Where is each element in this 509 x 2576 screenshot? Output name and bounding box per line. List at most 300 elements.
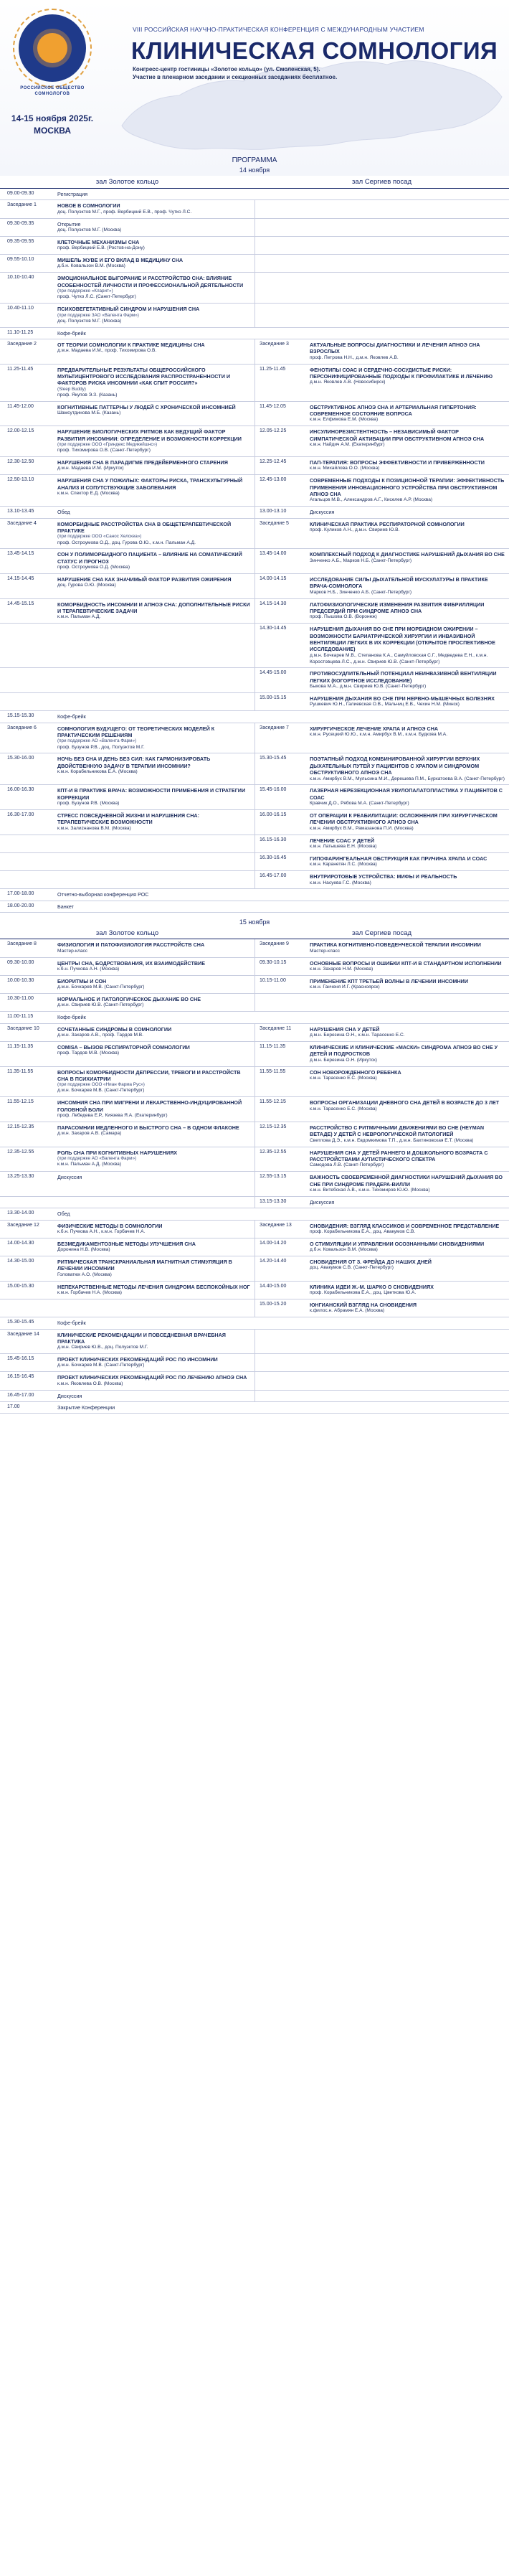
session-content [57,960,252,973]
table-row [0,1391,509,1402]
session-cell [255,426,509,456]
session-time: 14.30-14.45 [260,626,287,631]
session-speaker: проф. Якупов Э.З. (Казань) [57,392,118,398]
hall-headers [0,176,509,189]
table-row [0,549,509,574]
session-content [310,626,506,665]
session-time: 16.15-16.45 [7,1374,34,1380]
session-title: НЕПЕКАРСТВЕННЫЕ МЕТОДЫ ЛЕЧЕНИЯ СИНДРОМА БЕСПОКОЙНЫХ НОГ [57,1283,250,1290]
session-title: ОБСТРУКТИВНОЕ АПНОЭ СНА И АРТЕРИАЛЬНАЯ ГИПЕРТОНИЯ: СОВРЕМЕННОЕ СОСТОЯНИЕ ВОПРОСА [310,403,477,418]
table-row [0,1122,509,1147]
session-content [310,1223,506,1236]
session-content [310,941,506,954]
table-row [0,668,509,693]
session-title: СОН У ПОЛИМОРБИДНОГО ПАЦИЕНТА – ВЛИЯНИЕ НА СОМАТИЧЕСКИЙ СТАТУС И ПРОГНОЗ [57,551,242,565]
session-speaker: Доронина Н.В. (Москва) [57,1247,110,1253]
session-cell [0,1097,255,1122]
session-cell [255,237,509,254]
session-speaker: Мастер-класс [310,948,341,954]
header [0,0,509,176]
session-title: ЭМОЦИОНАЛЬНОЕ ВЫГОРАНИЕ И РАССТРОЙСТВО СНА: ВЛИЯНИЕ ОСОБЕННОСТЕЙ ЛИЧНОСТИ И ПРОФЕССИОНАЛЬНОЙ ДЕЯТЕЛЬНОСТИ [57,275,244,288]
session-title: COMISA – ВЫЗОВ РЕСПИРАТОРНОЙ СОМНОЛОГИИ [57,1043,190,1050]
session-time: 11.25-11.45 [7,366,34,372]
session-title: СОМНОЛОГИЯ БУДУЩЕГО: ОТ ТЕОРЕТИЧЕСКИХ МОДЕЛЕЙ К ПРАКТИЧЕСКИМ РЕШЕНИЯМ [57,725,215,739]
session-speaker: проф. Вербицкий Е.В. (Ростов-на-Дону) [57,245,145,251]
session-speaker: Агальцов М.В., Александров А.Г., Киселев А.Р. (Москва) [310,497,433,503]
session-time: 12.25-12.45 [260,459,287,465]
session-cell [255,273,509,303]
table-row [0,753,509,785]
session-content [57,756,252,782]
session-speaker: к.м.н. Витебская А.В., к.м.н. Тихомиров Ю.Ю. (Москва) [310,1187,430,1193]
session-title: НАРУШЕНИЯ СНА У ПОЖИЛЫХ: ФАКТОРЫ РИСКА, ТРАНСКУЛЬТУРНЫЙ АНАЛИЗ И СОПУТСТВУЮЩИЕ ЗАБОЛЕВАНИЯ [57,477,243,491]
session-cell [255,1097,509,1122]
session-time: 10.10-10.40 [7,275,34,281]
session-speaker: к.м.н. Залиzнанова В.М. (Москва) [57,825,131,831]
session-cell [0,328,509,339]
table-row [0,200,509,218]
session-cell [255,1122,509,1147]
session-cell [255,255,509,272]
table-row [0,901,509,913]
session-cell [0,426,255,456]
society-logo [10,7,95,115]
session-cell [255,871,509,888]
table-row [0,1024,509,1042]
table-row [0,1282,509,1299]
session-speaker: проф. Пышова О.В. (Воронеж) [310,614,377,620]
session-time: 13.15-13.30 [260,1198,287,1204]
session-time: 11.55-11.55 [260,1068,286,1074]
session-cell [255,475,509,506]
table-row [0,273,509,304]
table-row [0,693,509,711]
session-speaker: д.м.н. Мадаева И.М. (Иркутск) [57,466,124,471]
session-cell [0,599,255,624]
session-cell [0,519,255,549]
session-time: 16.30-16.45 [260,855,287,860]
session-speaker: к.м.н. Тарасенко Е.С. (Москва) [310,1075,377,1081]
session-time: 11.25-11.45 [260,366,286,372]
session-time: 15.00-15.20 [260,1301,287,1307]
session-time: 12.45-13.00 [260,477,287,483]
session-time: 15.45-16.00 [260,787,287,793]
session-content [310,367,506,399]
session-speaker: к.м.н. Захаров Н.М. (Москва) [310,966,374,972]
session-content [57,1026,252,1039]
session-speaker: д.м.н. Березина О.Н. (Иркутск) [310,1057,377,1063]
session-speaker: Самодова Л.В. (Санкт-Петербург) [310,1162,384,1168]
conference-venue: Конгресс-центр гостиницы «Золотое кольцо» (ул. Смоленская, 5). [133,66,320,72]
table-row [0,1097,509,1122]
session-content [310,576,506,596]
session-title: ВНУТРИРОТОВЫЕ УСТРОЙСТВА: МИФЫ И РЕАЛЬНОСТЬ [310,873,457,880]
session-content [310,404,506,424]
session-speaker: проф. Чутко Л.С. (Санкт-Петербург) [57,294,136,300]
session-content [310,509,506,515]
session-cell [255,1172,509,1196]
session-title: НОВОЕ В СОМНОЛОГИИ [57,202,120,210]
session-title: Банкет [57,903,74,910]
session-speaker: Головатюк А.О. (Москва) [57,1271,112,1277]
session-content [57,191,506,197]
session-title: РОЛЬ СНА ПРИ КОГНИТИВНЫХ НАРУШЕНИЯХ [57,1149,178,1156]
session-title: ПРОЕКТ КЛИНИЧЕСКИХ РЕКОМЕНДАЦИЙ РОС ПО ИНСОМНИИ [57,1356,218,1363]
session-content [57,1284,252,1297]
table-row [0,1317,509,1329]
session-content [57,601,252,621]
session-speaker: проф. Петрова Н.Н., д.м.н. Яковлев А.В. [310,354,399,360]
session-content [310,837,506,850]
session-time: 12.35-12.55 [7,1149,34,1155]
session-speaker: к.б.н. Пучкова А.Н., к.м.н. Горбачев Н.А. [57,1228,146,1234]
session-time: Заседание 5 [260,520,289,526]
session-time: 14.15-14.30 [260,601,287,606]
session-content [57,1211,506,1217]
table-row [0,889,509,901]
session-cell [255,574,509,598]
session-title: НАРУШЕНИЕ БИОЛОГИЧЕСКИХ РИТМОВ КАК ВЕДУЩИЙ ФАКТОР РАЗВИТИЯ ИНСОМНИИ: ОПРЕДЕЛЕНИЕ И ВОЗМОЖНОСТИ КОРРЕКЦИИ [57,428,242,442]
session-speaker: доц. Полуэктов М.Г. (Москва) [57,318,122,324]
session-time: 15.15-15.30 [7,713,34,719]
session-time: 14.20-14.40 [260,1259,287,1264]
session-content [57,509,252,515]
session-content [57,1069,252,1095]
session-content [57,1320,506,1326]
session-title: ОТ ТЕОРИИ СОМНОЛОГИИ К ПРАКТИКЕ МЕДИЦИНЫ СНА [57,341,205,348]
conference-note: Участие в пленарном заседании и секционных заседаниях бесплатное. [133,74,338,80]
session-time: 14.40-15.00 [260,1283,287,1289]
session-time: 13.45-14.00 [260,551,287,557]
session-speaker: к.м.н. Насуева Г.С. (Москва) [310,880,371,885]
table-row [0,328,509,339]
session-cell [255,624,509,667]
session-speaker: д.м.н. Яковлев А.В. (Новосибирск) [310,380,386,385]
session-speaker: к.б.н. Пучкова А.Н. (Москва) [57,966,120,972]
table-row [0,871,509,889]
session-cell [0,237,255,254]
session-time: 10.40-11.10 [7,306,34,311]
session-cell [0,1372,255,1389]
day1-schedule [0,176,509,913]
session-sponsor: (при поддержке ООО «Санос Хелскеа») [57,534,142,540]
session-title: КОМОРБИДНЫЕ РАССТРОЙСТВА СНА В ОБЩЕТЕРАПЕВТИЧЕСКОЙ ПРАКТИКЕ [57,520,232,534]
session-title: Регистрация [57,191,88,197]
table-row [0,994,509,1012]
session-cell [0,1282,255,1299]
session-time: 14.00-14.15 [260,576,287,582]
session-cell [255,1067,509,1097]
session-time: 14.15-14.45 [7,576,34,582]
table-row [0,1330,509,1355]
session-time: 12.55-13.15 [260,1174,287,1180]
session-speaker: к.м.н. Русецкий Ю.Ю., к.м.н. Амирбух В.М., к.м.н. Будкова М.А. [310,732,448,738]
session-cell [0,475,255,506]
session-cell [0,785,255,809]
session-title: КОГНИТИВНЫЕ ПАТТЕРНЫ У ЛЮДЕЙ С ХРОНИЧЕСКОЙ ИНСОМНИЕЙ [57,403,236,410]
session-cell [255,723,509,753]
session-cell [0,1221,255,1238]
session-title: Дискуссия [57,1174,82,1181]
session-time: 11.00-11.15 [7,1014,34,1020]
session-title: РИТМИЧЕСКАЯ ТРАНСКРАНИАЛЬНАЯ МАГНИТНАЯ СТИМУЛЯЦИЯ В ЛЕЧЕНИИ ИНСОМНИИ [57,1259,232,1272]
session-time: 12.15-12.35 [260,1124,287,1129]
session-time: 13.45-14.15 [7,551,34,557]
session-cell [0,1391,255,1401]
table-row [0,219,509,237]
session-title: ОТ ОПЕРАЦИИ К РЕАБИЛИТАЦИИ: ОСЛОЖНЕНИЯ ПРИ ХИРУРГИЧЕСКОМ ЛЕЧЕНИИ ОБСТРУКТИВНОГО АПНОЭ СНА [310,812,498,826]
session-content [57,576,252,596]
session-title: ЦЕНТРЫ СНА, БОДРСТВОВАНИЯ, ИХ ВЗАИМОДЕЙСТВИЕ [57,959,205,967]
session-content [57,1259,252,1279]
table-row [0,835,509,853]
session-speaker: д.м.н. Мадаева И.М., проф. Тихомирова О.В. [57,348,157,354]
session-cell [0,507,255,517]
session-speaker: д.м.н. Березина О.Н., к.м.н. Тарасенко Е.С. [310,1033,405,1038]
session-content [310,477,506,504]
session-content [310,725,506,751]
session-speaker: к.м.н. Горбачев Н.А. (Москва) [57,1290,122,1295]
session-cell [0,723,255,753]
session-cell [255,339,509,364]
session-title: КЛИНИЧЕСКИЕ РЕКОМЕНДАЦИИ И ПОВСЕДНЕВНАЯ ВРАЧЕБНАЯ ПРАКТИКА [57,1331,226,1345]
session-title: КЛИНИЧЕСКИЕ И КЛИНИЧЕСКИЕ «МАСКИ» СИНДРОМА АПНОЭ ВО СНЕ У ДЕТЕЙ И ПОДРОСТКОВ [310,1043,498,1058]
session-speaker: д.м.н. Бочкарев М.В. (Санкт-Петербург) [57,1363,145,1368]
session-time: 11.55-12.15 [7,1099,34,1105]
session-content [310,1069,506,1095]
session-cell [0,1067,255,1097]
session-time: 15.00-15.30 [7,1283,34,1289]
session-content [57,1241,252,1254]
session-cell [0,810,255,835]
session-cell [255,519,509,549]
conference-city: МОСКВА [33,126,72,136]
session-cell [255,219,509,236]
session-title: СОН НОВОРОЖДЕННОГО РЕБЕНКА [310,1068,401,1076]
session-title: НАРУШЕНИЯ СНА У ДЕТЕЙ РАННЕГО И ДОШКОЛЬНОГО ВОЗРАСТА С РАССТРОЙСТВАМИ АУТИСТИЧЕСКОГО СПЕКТРА [310,1149,488,1162]
session-title: ПРОЕКТ КЛИНИЧЕСКИХ РЕКОМЕНДАЦИЙ РОС ПО ЛЕЧЕНИЮ АПНОЭ СНА [57,1374,247,1381]
session-content [310,1284,506,1297]
session-time: 12.05-12.25 [260,428,287,434]
session-title: О СТИМУЛЯЦИИ И УПРАВЛЕНИИ ОСОЗНАННЫМИ СНОВИДЕНИЯМИ [310,1240,485,1247]
session-title: ГИПОФАРИНГЕАЛЬНАЯ ОБСТРУКЦИЯ КАК ПРИЧИНА ХРАПА И СОАС [310,855,487,862]
session-content [57,1393,252,1399]
session-speaker: к.м.н. Найдич А.М. (Екатеринбург) [310,442,385,447]
session-content [57,1099,252,1119]
session-time: Заседание 4 [7,520,37,526]
session-speaker: к.м.н. Тарасенко Е.С. (Москва) [310,1106,377,1111]
session-content [310,670,506,690]
session-speaker: Светлова Д.Э., к.м.н. Евдомкимова Т.П., д.м.н. Бахтиновская Е.Т. (Москва) [310,1137,474,1143]
session-time: 14.45-15.15 [7,601,34,606]
session-title: Дискуссия [310,509,335,516]
session-speaker: к.м.н. Пальман А.Д. (Москва) [57,1162,122,1167]
table-row [0,810,509,835]
session-content [57,812,252,832]
session-cell [0,668,255,692]
session-speaker: проф. Бузунов Р.В. (Москва) [57,801,120,807]
session-time: 16.15-16.30 [260,837,287,842]
hall-headers [0,926,509,939]
session-content [310,551,506,571]
session-content [57,221,252,234]
session-cell [255,1372,509,1389]
session-content [57,367,252,399]
session-title: ИССЛЕДОВАНИЕ СИЛЫ ДЫХАТЕЛЬНОЙ МУСКУЛАТУРЫ В ПРАКТИКЕ ВРАЧА-СОМНОЛОГА [310,576,488,590]
session-content [57,787,252,807]
table-row [0,255,509,273]
session-time: Заседание 1 [7,202,37,208]
session-speaker: Быкова М.А., д.м.н. Свириев Ю.В. (Санкт-Петербург) [310,684,427,690]
session-speaker: д.м.н. Свириев Ю.В., доц. Полуэктов М.Г. [57,1345,148,1350]
session-time: 11.55-12.15 [260,1099,286,1105]
session-cell [0,693,255,710]
session-content [310,756,506,782]
session-title: СНОВИДЕНИЯ ОТ З. ФРЕЙДА ДО НАШИХ ДНЕЙ [310,1259,432,1266]
session-cell [0,1354,255,1371]
table-row [0,939,509,957]
session-content [310,1099,506,1119]
session-title: БИОРИТМЫ И СОН [57,977,107,984]
session-sponsor: (при поддержке ООО «Ниан Фарма Рус») [57,1082,145,1088]
session-cell [0,1147,255,1172]
session-title: НАРУШЕНИЯ СНА У ДЕТЕЙ [310,1025,380,1033]
session-content [57,257,252,270]
session-title: ИНСУЛИНОРЕЗИСТЕНТНОСТЬ – НЕЗАВИСИМЫЙ ФАКТОР СИМПАТИЧЕСКОЙ АКТИВАЦИИ ПРИ ОБСТРУКТИВНОМ АПНОЭ СНА [310,428,485,442]
session-time: 10.00-10.30 [7,977,34,983]
session-title: ЛАТОФИЗИОЛОГИЧЕСКИЕ ИЗМЕНЕНИЯ РАЗВИТИЯ ФИБРИЛЛЯЦИИ ПРЕДСЕРДИЙ ПРИ СИНДРОМЕ АПНОЭ СНА [310,601,485,614]
session-title: ФИЗИЧЕСКИЕ МЕТОДЫ В СОМНОЛОГИИ [57,1222,163,1229]
session-content [57,404,252,424]
session-sponsor: (при поддержке ЗАО «Валента Фарм») [57,312,139,318]
table-row [0,237,509,255]
session-cell [255,1221,509,1238]
session-time: Заседание 9 [260,941,289,947]
session-title: ФИЗИОЛОГИЯ И ПАТОФИЗИОЛОГИЯ РАССТРОЙСТВ СНА [57,941,205,949]
session-time: Заседание 3 [260,341,289,347]
session-cell [255,994,509,1011]
session-cell [255,668,509,692]
session-cell [255,785,509,809]
session-time: 12.35-12.55 [260,1149,287,1155]
session-content [57,428,252,454]
session-title: КПТ-И В ПРАКТИКЕ ВРАЧА: ВОЗМОЖНОСТИ ПРИМЕНЕНИЯ И СТРАТЕГИИ КОРРЕКЦИИ [57,787,246,801]
session-speaker: к.м.н. Латышева Е.Н. (Москва) [310,844,377,850]
session-content [57,330,506,337]
session-title: ОСНОВНЫЕ ВОПРОСЫ И ОШИБКИ КПТ-И В СТАНДАРТНОМ ИСПОЛНЕНИИ [310,959,502,967]
session-speaker: д.м.н. Захаров А.В. (Самара) [57,1131,122,1137]
session-title: ПРОТИВОСУДЛИТЕЛЬНЫЙ ПОТЕНЦИАЛ НЕИНВАЗИВНОЙ ВЕНТИЛЯЦИИ ЛЕГКИХ (КОГОРТНОЕ ИССЛЕДОВАНИЕ) [310,670,497,684]
session-time: 09.30-10.15 [260,959,287,965]
session-content [57,306,252,324]
session-title: КЛЕТОЧНЫЕ МЕХАНИЗМЫ СНА [57,238,140,245]
session-speaker: к.м.н. Амирбух В.М., Рамазанова П.И. (Москва) [310,825,414,831]
table-row [0,723,509,754]
session-cell [255,835,509,852]
session-speaker: к.м.н. Елфимова Е.М. (Москва) [310,417,379,423]
session-title: КОМОРБИДНОСТЬ ИНСОМНИИ И АПНОЭ СНА: ДОПОЛНИТЕЛЬНЫЕ РИСКИ И ТЕРАПЕВТИЧЕСКИЕ ЗАДАЧИ [57,601,250,614]
session-time: 11.45-12.05 [260,403,286,409]
table-row [0,426,509,457]
session-content [57,202,252,215]
day1-rows [0,189,509,913]
session-content [310,1174,506,1194]
session-speaker: проф. Остроумова О.Д., доц. Гурова О.Ю., к.м.н. Пальман А.Д. [57,540,196,545]
hall-golden-ring: зал Золотое кольцо [95,929,159,937]
session-content [57,903,506,910]
session-time: 13.25-13.30 [7,1174,34,1180]
session-speaker: д.м.н. Бочкарев М.В. (Санкт-Петербург) [57,1088,145,1094]
session-content [310,978,506,991]
table-row [0,1042,509,1067]
hall-sergiev-posad: зал Сергиев посад [352,178,412,187]
session-speaker: д.м.н. Захаров А.В., проф. Тардов М.В. [57,1033,143,1038]
session-speaker: доц. Полуэктов М.Г. (Москва) [57,227,122,232]
session-title: ПРАКТИКА КОГНИТИВНО-ПОВЕДЕНЧЕСКОЙ ТЕРАПИИ ИНСОМНИИ [310,941,481,949]
session-speaker: Кравчик Д.О., Рябова М.А. (Санкт-Петербург) [310,801,409,807]
session-title: НОЧЬ БЕЗ СНА И ДЕНЬ БЕЗ СИЛ: КАК ГАРМОНИЗИРОВАТЬ ДВОЙСТВЕННУЮ ЗАДАЧУ В ТЕРАПИИ ИНСОМНИИ? [57,756,211,769]
session-content [57,1014,506,1020]
table-row [0,1402,509,1414]
conference-title: КЛИНИЧЕСКАЯ СОМНОЛОГИЯ [131,37,498,64]
session-time: Заседание 11 [260,1025,292,1031]
session-time: 13.10-13.45 [7,509,34,514]
table-row [0,711,509,723]
session-title: ЮНГИАНСКИЙ ВЗГЛЯД НА СНОВИДЕНИЯ [310,1301,417,1308]
session-time: 12.15-12.35 [7,1124,34,1129]
session-cell [0,339,255,364]
session-time: Заседание 8 [7,941,37,947]
session-content [310,459,506,472]
table-row [0,1354,509,1372]
session-speaker: доц. Гурова О.Ю. (Москва) [57,583,116,588]
session-title: ВОПРОСЫ ОРГАНИЗАЦИИ ДНЕВНОГО СНА ДЕТЕЙ В ВОЗРАСТЕ ДО 3 ЛЕТ [310,1099,500,1106]
session-speaker: д.б.н. Ковальзон В.М. (Москва) [57,263,125,269]
session-content [57,713,506,720]
session-cell [255,939,509,956]
session-cell [255,976,509,993]
session-cell [255,304,509,326]
session-time: 17.00-18.00 [7,891,34,897]
session-speaker: к.м.н. Михайлова О.О. (Москва) [310,466,380,471]
session-title: Кофе-брейк [57,713,86,720]
session-cell [0,889,509,900]
session-content [57,978,252,991]
session-content [57,1174,252,1194]
session-title: Отчетно-выборная конференция РОС [57,891,149,898]
session-cell [255,1024,509,1041]
table-row [0,1172,509,1197]
session-cell [0,624,255,667]
table-row [0,853,509,871]
session-content [310,855,506,868]
day1-title: 14 ноября [239,166,270,174]
session-content [310,428,506,454]
session-title: Открытие [57,220,81,227]
session-sponsor: (при поддержке «Кларит») [57,288,113,294]
session-content [310,1241,506,1254]
program-title: ПРОГРАММА [232,156,277,164]
session-time: 15.30-15.45 [7,1320,34,1325]
session-title: ВОПРОСЫ КОМОРБИДНОСТИ ДЕПРЕССИИ, ТРЕВОГИ И РАССТРОЙСТВ СНА В ПСИХИАТРИИ [57,1068,241,1082]
session-title: НАРУШЕНИЯ ДЫХАНИЯ ВО СНЕ ПРИ НЕРВНО-МЫШЕЧНЫХ БОЛЕЗНЯХ [310,695,495,702]
session-content [57,521,252,547]
session-content [57,551,252,571]
session-cell [255,1256,509,1281]
session-content [57,1124,252,1144]
session-time: 11.15-11.35 [260,1043,286,1049]
session-speaker: проф. Корабельникова Е.А., доц. Цветкова Ю.А. [310,1290,417,1295]
